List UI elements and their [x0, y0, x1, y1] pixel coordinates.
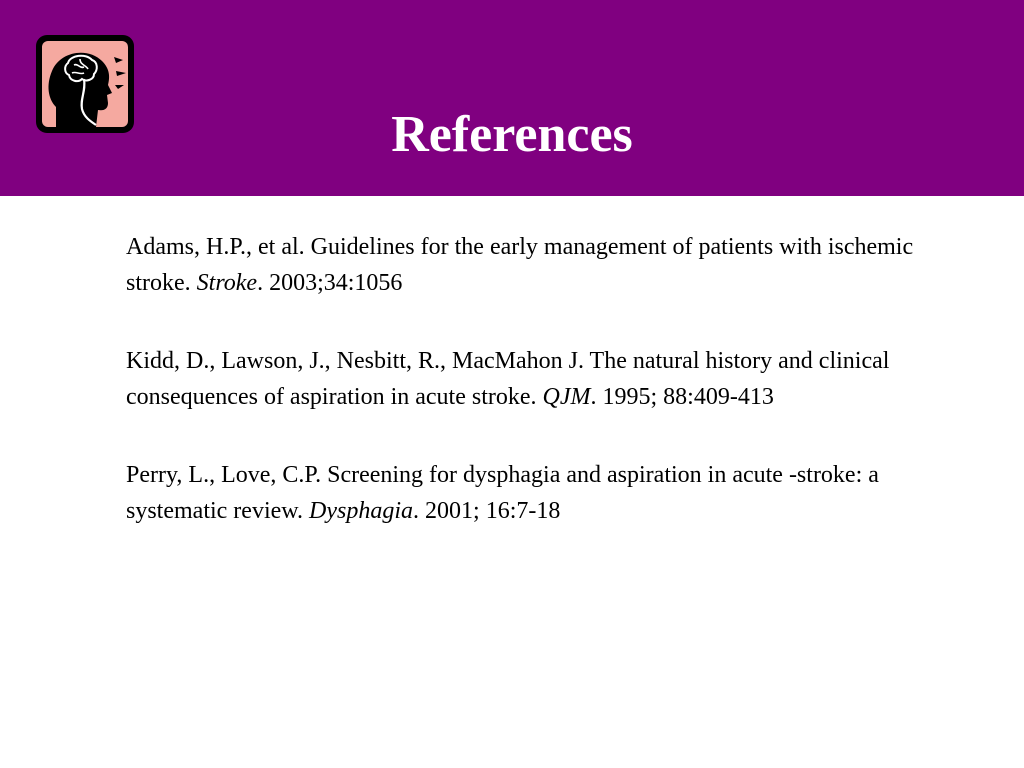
page-title: References: [391, 106, 633, 163]
journal-name: QJM: [542, 384, 591, 410]
reference-text: Perry, L., Love, C.P. Screening for dysphagia and aspiration in acute -stroke: a systematic review.: [126, 462, 879, 524]
journal-name: Stroke: [196, 270, 258, 296]
journal-name: Dysphagia: [309, 498, 414, 524]
title-bar: [0, 0, 1024, 196]
reference-details: . 2001; 16:7-18: [413, 498, 561, 524]
reference-text: Adams, H.P., et al. Guidelines for the early management of patients with ischemic stroke.: [126, 234, 914, 296]
reference-item: [126, 343, 946, 415]
reference-item: [126, 229, 946, 301]
reference-details: . 2003;34:1056: [257, 270, 403, 296]
reference-text: Kidd, D., Lawson, J., Nesbitt, R., MacMahon J. The natural history and clinical consequences of aspiration in acute stroke.: [126, 348, 890, 410]
reference-details: . 1995; 88:409-413: [590, 384, 774, 410]
reference-list: [126, 229, 946, 571]
reference-item: [126, 457, 946, 529]
